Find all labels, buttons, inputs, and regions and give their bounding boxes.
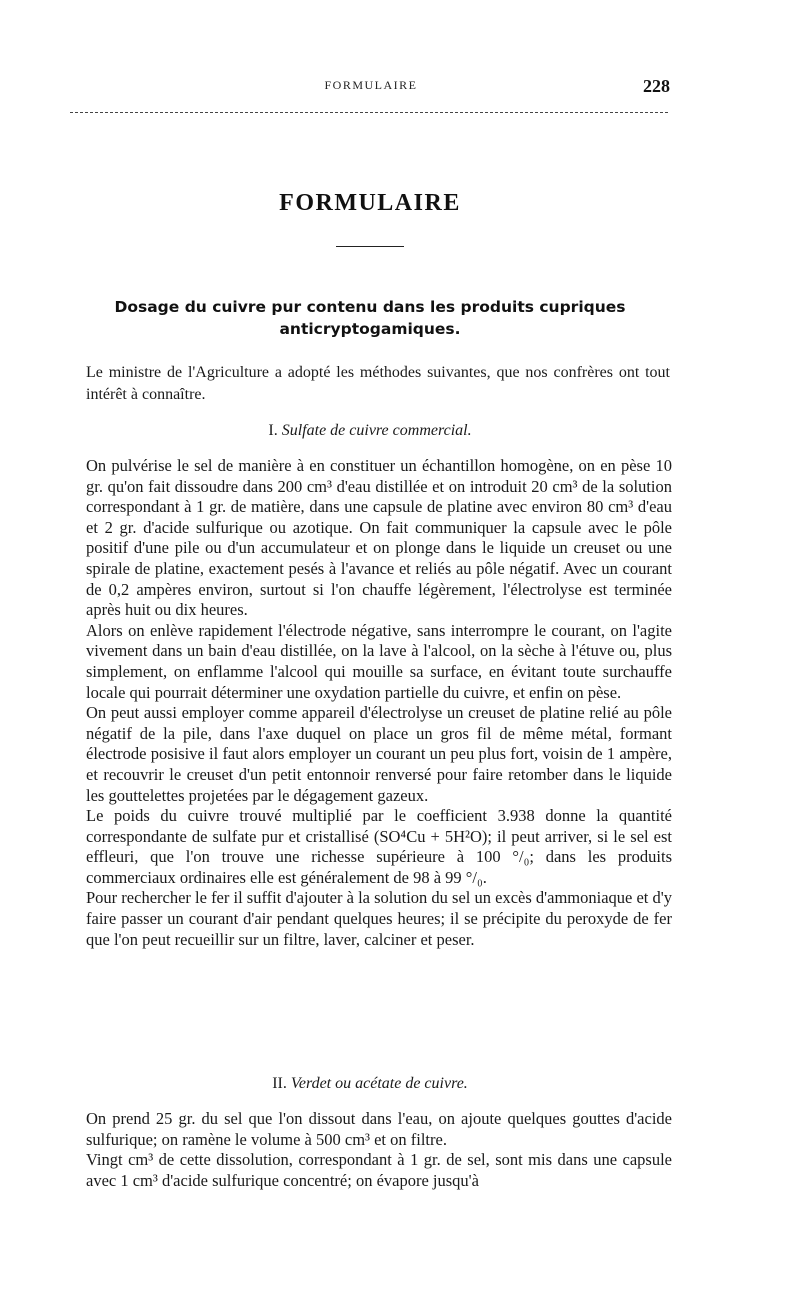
section-1-body bbox=[86, 456, 672, 950]
section-2-body bbox=[86, 1109, 672, 1191]
section-1-heading bbox=[0, 420, 740, 442]
paragraph: Alors on enlève rapidement l'électrode négative, sans interrompre le courant, on l'agite vivement dans un bain d'eau distillée, on la lave à l'alcool, on la sèche à l'étuve ou, plus simplement, on enflamme l'alcool qui mouille sa surface, en évitant toute surchauffe locale qui pourrait déterminer une oxydation partielle du cuivre, et enfin on pèse. bbox=[86, 620, 672, 702]
paragraph: Le poids du cuivre trouvé multiplié par le coefficient 3.938 donne la quantité correspondante de sulfate pur et cristallisé (SO⁴Cu + 5H²O); il peut arriver, si le sel est effleuri, que l'on trouve une richesse supérieure à 100 °/₀; dans les produits commerciaux ordinaires elle est généralement de 98 à 99 °/₀. bbox=[86, 806, 672, 887]
page-header bbox=[72, 76, 670, 100]
intro-paragraph: Le ministre de l'Agriculture a adopté les méthodes suivantes, que nos confrères ont tout intérêt à connaître. bbox=[86, 364, 670, 403]
section-1-title: Sulfate de cuivre commercial. bbox=[281, 422, 472, 439]
section-2-heading bbox=[0, 1073, 740, 1095]
article-subtitle: Dosage du cuivre pur contenu dans les produits cupriques anticryptogamiques. bbox=[114, 298, 626, 338]
running-head: FORMULAIRE bbox=[324, 78, 418, 92]
paragraph: Vingt cm³ de cette dissolution, correspondant à 1 gr. de sel, sont mis dans une capsule avec 1 cm³ d'acide sulfurique concentré; on évapore jusqu'à bbox=[86, 1150, 672, 1190]
paragraph: On pulvérise le sel de manière à en constituer un échantillon homogène, on en pèse 10 gr. qu'on fait dissoudre dans 200 cm³ d'eau distillée et on introduit 20 cm³ de la solution correspondant à 1 gr. de matière, dans une capsule de platine avec environ 80 cm³ d'eau et 2 gr. d'acide sulfurique ou azotique. On fait communiquer la capsule avec le pôle positif d'une pile ou d'un accumulateur et on plonge dans le liquide un creuset ou une spirale de platine, exactement pesés à l'avance et reliés au pôle négatif. Avec un courant de 0,2 ampères environ, surtout si l'on chauffe légèrement, l'électrolyse est terminée après huit ou dix heures. bbox=[86, 456, 672, 620]
paragraph: On prend 25 gr. du sel que l'on dissout dans l'eau, on ajoute quelques gouttes d'acide sulfurique; on ramène le volume à 500 cm³ et on filtre. bbox=[86, 1109, 672, 1149]
title-rule bbox=[336, 246, 404, 247]
paragraph: Pour rechercher le fer il suffit d'ajouter à la solution du sel un excès d'ammoniaque et d'y faire passer un courant d'air pendant quelques heures; il se précipite du peroxyde de fer que l'on peut recueillir sur un filtre, laver, calciner et peser. bbox=[86, 888, 672, 949]
section-1-number: I. bbox=[268, 422, 278, 439]
header-rule bbox=[70, 112, 668, 113]
section-2-number: II. bbox=[272, 1075, 287, 1092]
section-2-title: Verdet ou acétate de cuivre. bbox=[290, 1075, 468, 1092]
page-number: 228 bbox=[643, 76, 670, 96]
page-title: FORMULAIRE bbox=[279, 190, 461, 216]
paragraph: On peut aussi employer comme appareil d'électrolyse un creuset de platine relié au pôle négatif de la pile, dans l'axe duquel on place un gros fil de même métal, formant électrode posisive il faut alors employer un courant un peu plus fort, voisin de 1 ampère, et recouvrir le creuset d'un petit entonnoir renversé pour faire retomber dans le liquide les gouttelettes projetées par le dégagement gazeux. bbox=[86, 703, 672, 805]
